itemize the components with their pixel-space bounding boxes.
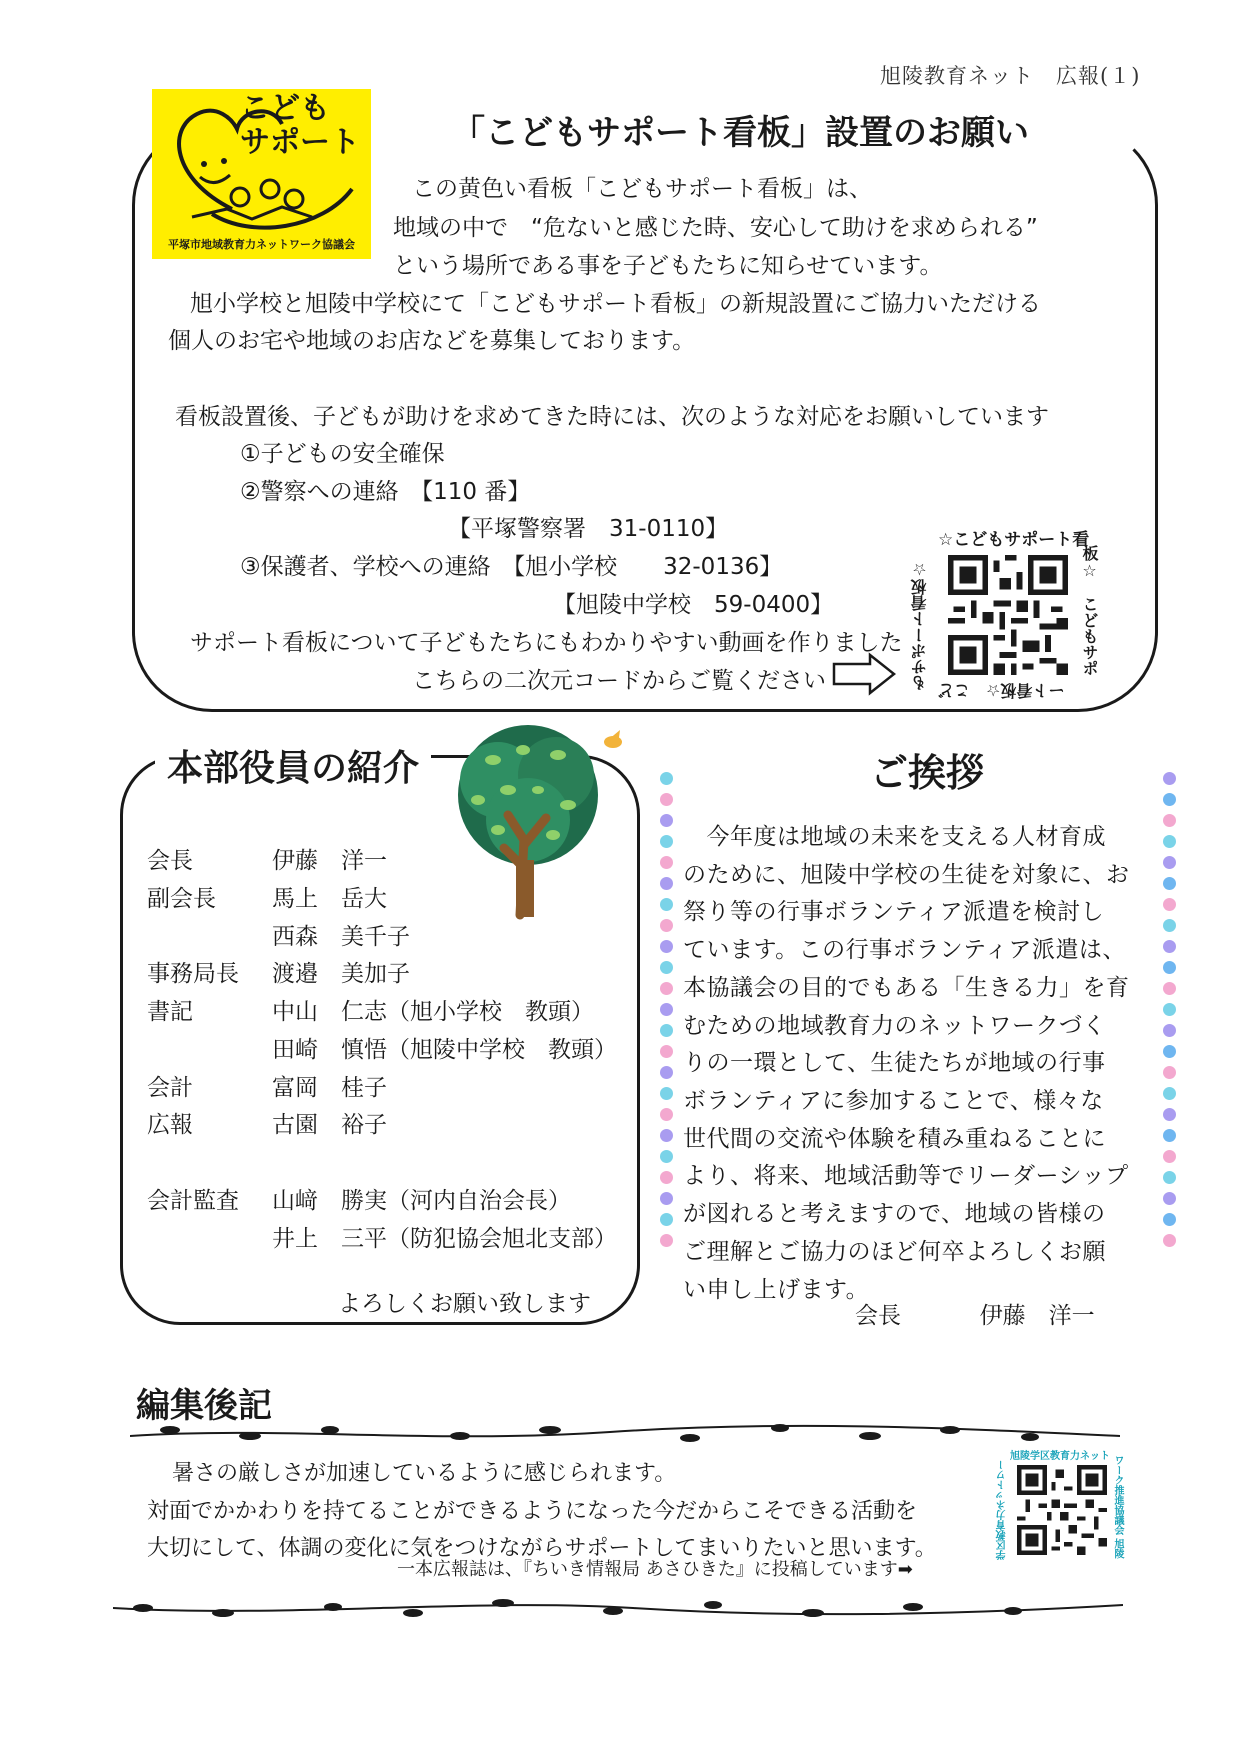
officer-role: 広報 — [147, 1112, 193, 1138]
support-line: 地域の中で “危ないと感じた時、安心して助けを求められる” — [393, 215, 1038, 241]
greeting-title: ご挨拶 — [870, 751, 985, 795]
logo-text-line-1: こども — [240, 91, 330, 126]
qr-label-bottom: ート看板☆ こど — [938, 681, 1065, 700]
greeting-line: ボランティアに参加することで、様々な — [683, 1088, 1104, 1114]
vine-divider-top-icon — [130, 1418, 1120, 1448]
tree-illustration-icon — [438, 720, 628, 920]
dotted-border-right — [1163, 772, 1177, 1255]
officer-role: 事務局長 — [147, 961, 239, 987]
dotted-border-left — [660, 772, 674, 1255]
officers-title: 本部役員の紹介 — [155, 740, 431, 791]
qr2-label-left: 学区教育力ネットワー — [997, 1460, 1008, 1560]
officer-role: 会計監査 — [147, 1188, 239, 1214]
header-label: 旭陵教育ネット 広報(１) — [880, 64, 1141, 88]
officer-role: 書記 — [147, 999, 193, 1025]
officer-role: 会計 — [147, 1075, 193, 1101]
greeting-line: が図れると考えますので、地域の皆様の — [683, 1201, 1106, 1227]
logo-text — [240, 92, 360, 160]
logo-footer: 平塚市地域教育力ネットワーク協議会 — [168, 238, 355, 251]
greeting-line: ご理解とご協力のほど何卒よろしくお願 — [683, 1239, 1106, 1265]
officer-name: 西森 美千子 — [272, 924, 410, 950]
support-line: という場所である事を子どもたちに知らせています。 — [393, 253, 943, 279]
qr2-label-top: 旭陵学区教育力ネット — [1010, 1451, 1110, 1462]
support-line: ③保護者、学校への連絡 【旭小学校 32-0136】 — [240, 554, 783, 580]
greeting-line: 世代間の交流や体験を積み重ねることに — [683, 1126, 1106, 1152]
greeting-line: 祭り等の行事ボランティア派遣を検討し — [683, 899, 1105, 925]
support-line: 旭小学校と旭陵中学校にて「こどもサポート看板」の新規設置にご協力いただける — [190, 291, 1041, 317]
postscript-line: 大切にして、体調の変化に気をつけながらサポートしてまいりたいと思います。 — [147, 1536, 937, 1561]
logo-text-line-2: サポート — [240, 125, 360, 160]
support-line: サポート看板について子どもたちにもわかりやすい動画を作りました — [190, 630, 903, 656]
support-title: 「こどもサポート看板」設置のお願い — [400, 105, 1080, 154]
officer-role: 副会長 — [147, 886, 216, 912]
officer-name: 富岡 桂子 — [272, 1075, 387, 1101]
officer-name: 山﨑 勝実（河内自治会長） — [272, 1188, 571, 1214]
officer-name: 古園 裕子 — [272, 1112, 387, 1138]
qr-label-left: もサポート看板☆ — [910, 560, 929, 691]
support-video-qr-code[interactable] — [948, 555, 1068, 675]
vine-divider-bottom-icon — [113, 1593, 1123, 1623]
support-line: 【旭陵中学校 59-0400】 — [553, 592, 834, 618]
greeting-line: むための地域教育力のネットワークづく — [683, 1013, 1106, 1039]
support-line: ①子どもの安全確保 — [240, 441, 445, 467]
greeting-line: ています。この行事ボランティア派遣は、 — [683, 937, 1126, 963]
greeting-line: 本協議会の目的でもある「生きる力」を育 — [683, 975, 1130, 1001]
officer-name: 渡邉 美加子 — [272, 961, 410, 987]
postscript-line: 暑さの厳しさが加速しているように感じられます。 — [150, 1461, 677, 1486]
support-line: 看板設置後、子どもが助けを求めてきた時には、次のような対応をお願いしています — [175, 404, 1049, 430]
arrow-right-icon — [832, 652, 898, 696]
support-line: 個人のお宅や地域のお店などを募集しております。 — [168, 328, 696, 354]
greeting-sign-name: 伊藤 洋一 — [979, 1303, 1095, 1329]
support-line: この黄色い看板「こどもサポート看板」は、 — [412, 176, 872, 202]
support-line: 【平塚警察署 31-0110】 — [448, 516, 729, 542]
officers-closing: よろしくお願い致します — [338, 1291, 591, 1317]
greeting-sign-role: 会長 — [855, 1303, 901, 1329]
greeting-line: 今年度は地域の未来を支える人材育成 — [683, 824, 1106, 850]
officer-name: 伊藤 洋一 — [272, 848, 387, 874]
support-line: こちらの二次元コードからご覧ください — [412, 668, 826, 694]
postscript-footnote: 一本広報誌は、『ちいき情報局 あさひきた』に投稿しています➡ — [397, 1559, 913, 1580]
greeting-line: より、将来、地域活動等でリーダーシップ — [683, 1163, 1129, 1189]
qr-label-right: 板☆ こどもサポ — [1080, 545, 1099, 676]
officer-name: 中山 仁志（旭小学校 教頭） — [272, 999, 594, 1025]
greeting-signature — [855, 1297, 1095, 1330]
greeting-line: い申し上げます。 — [683, 1277, 870, 1303]
officer-role: 会長 — [147, 848, 193, 874]
officer-name: 田崎 慎悟（旭陵中学校 教頭） — [272, 1037, 617, 1063]
support-line: ②警察への連絡 【110 番】 — [240, 479, 531, 505]
postscript-title: 編集後記 — [136, 1386, 272, 1426]
officer-name: 馬上 岳大 — [272, 886, 387, 912]
officer-name: 井上 三平（防犯協会旭北支部） — [272, 1226, 617, 1252]
qr-label-top: ☆こどもサポート看 — [938, 530, 1090, 550]
asahikita-qr-code[interactable] — [1017, 1465, 1107, 1555]
qr2-label-right: ワーク推進協議会 旭陵 — [1112, 1455, 1123, 1559]
greeting-line: のために、旭陵中学校の生徒を対象に、お — [683, 862, 1130, 888]
greeting-line: りの一環として、生徒たちが地域の行事 — [683, 1050, 1106, 1076]
postscript-line: 対面でかかわりを持てることができるようになった今だからこそできる活動を — [147, 1499, 918, 1524]
